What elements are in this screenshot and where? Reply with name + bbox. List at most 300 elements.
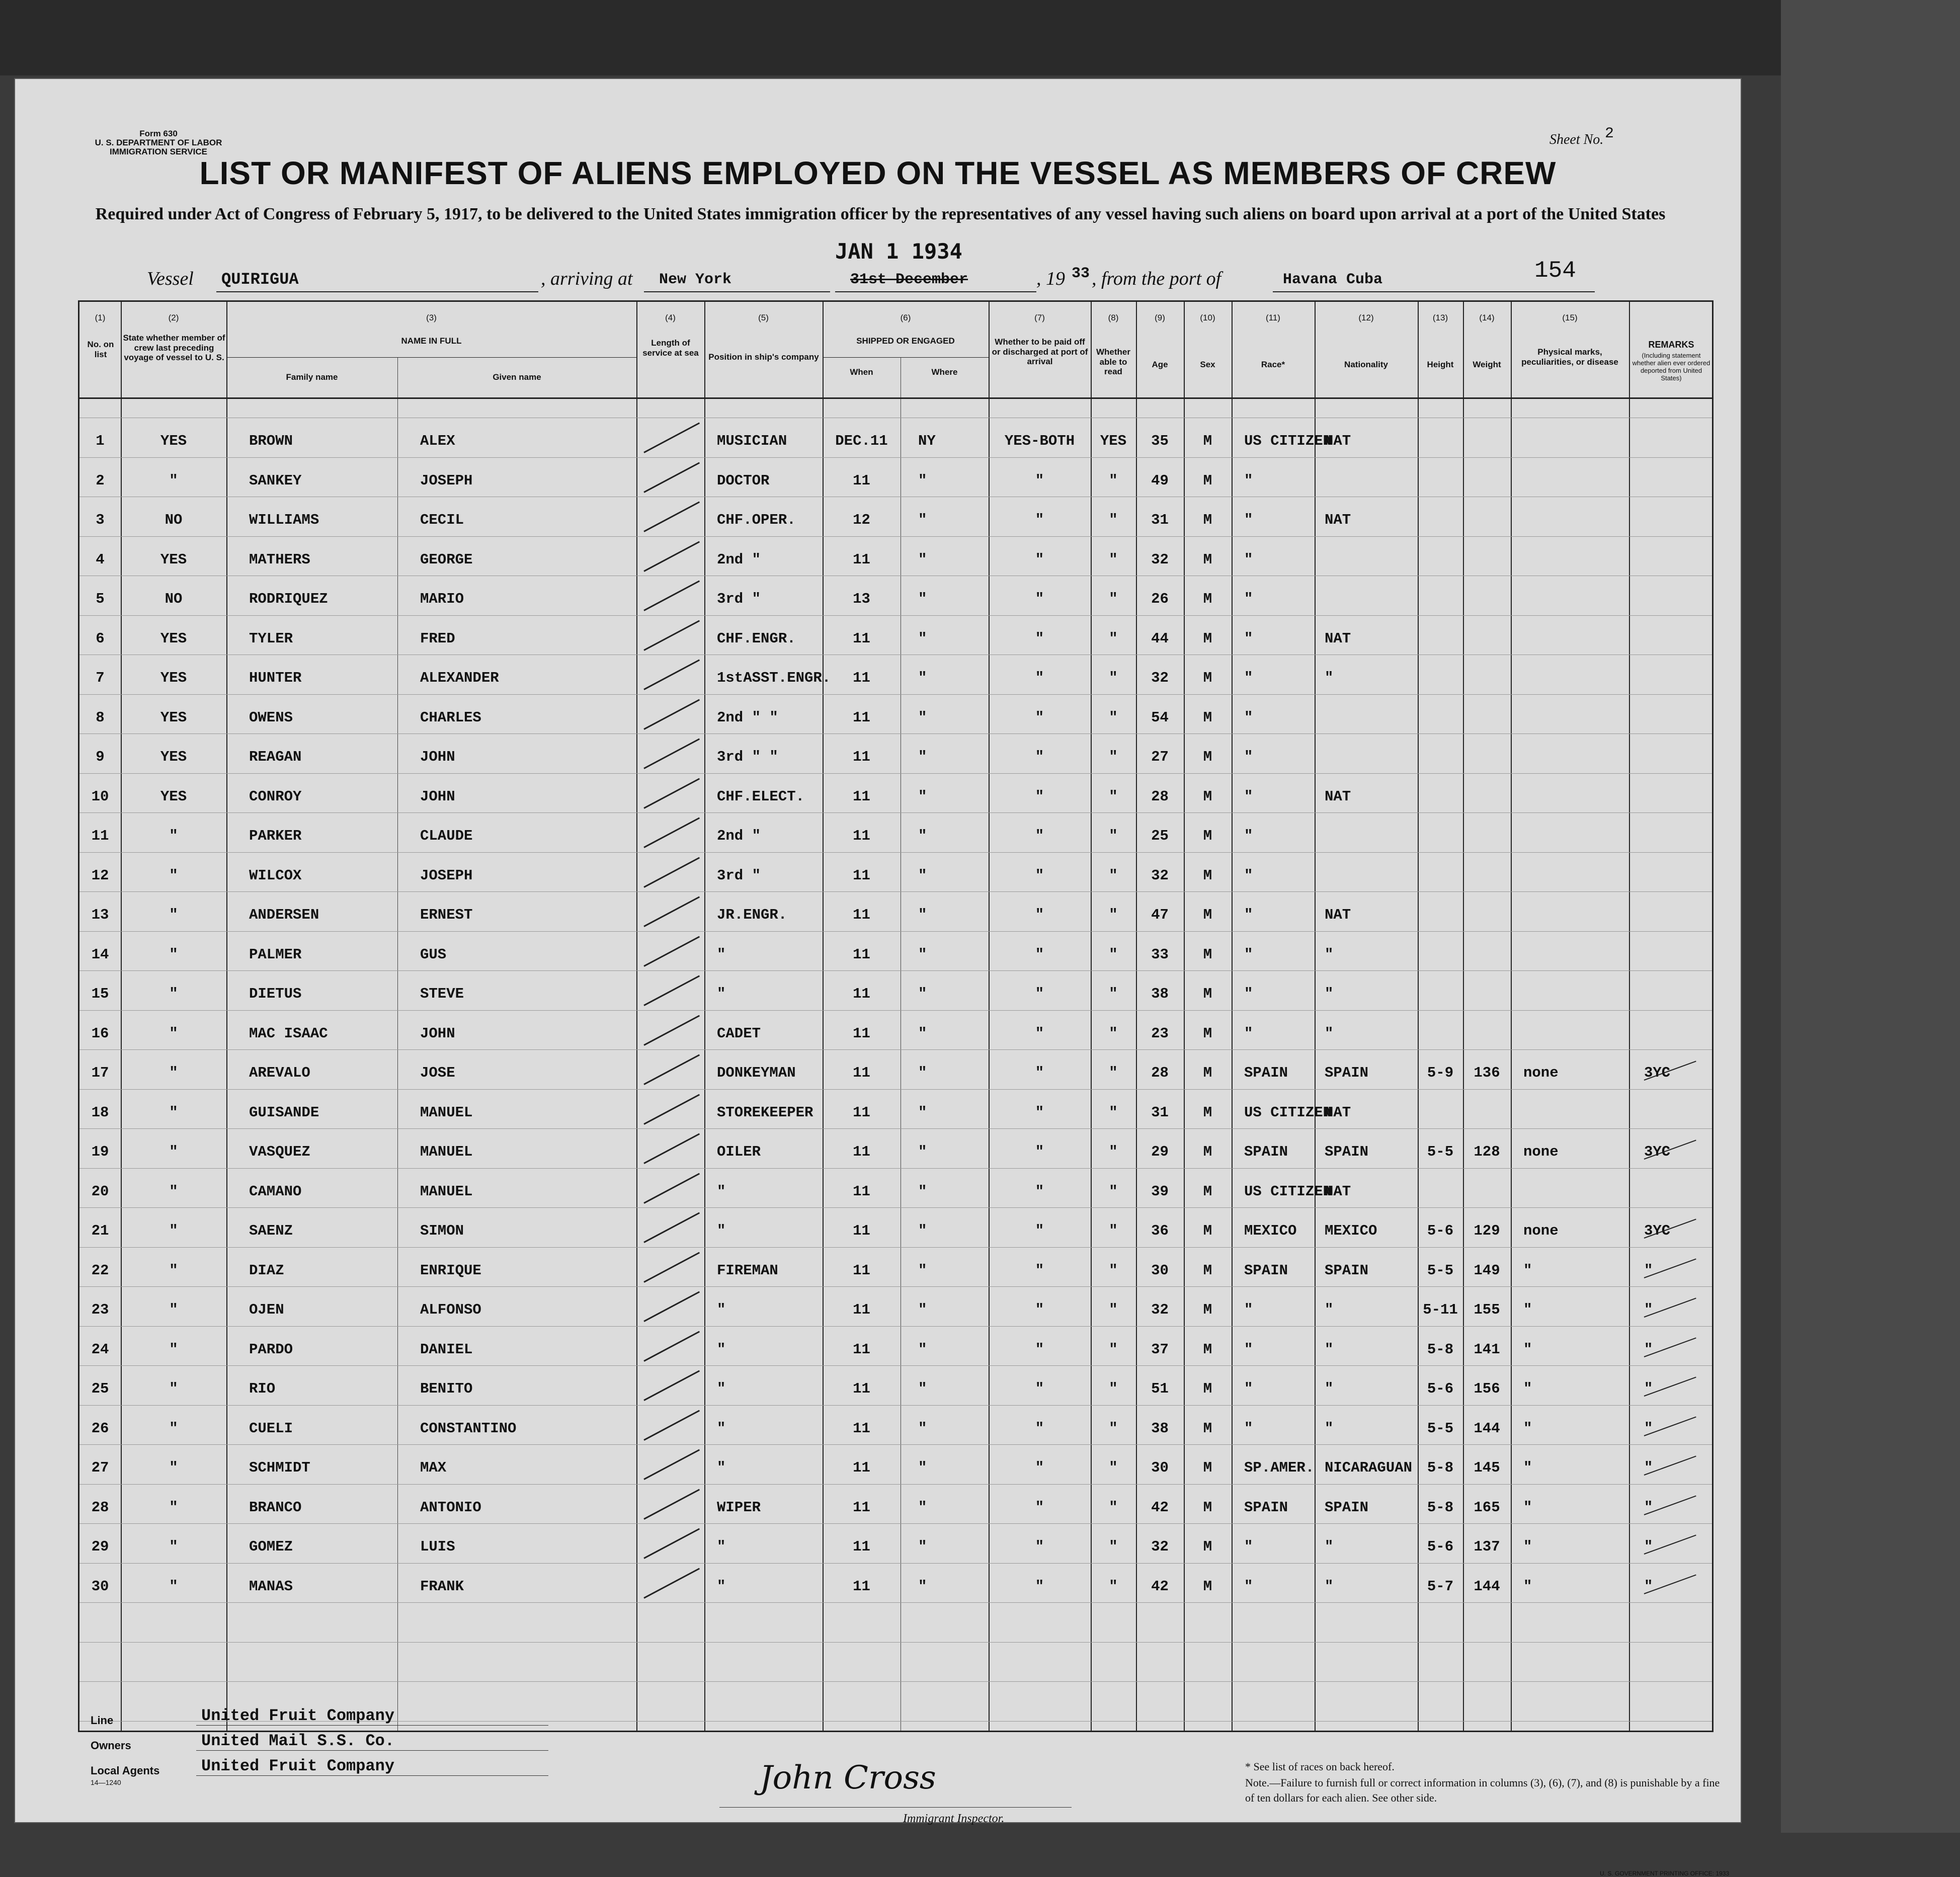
cell-read: ": [1109, 1222, 1118, 1239]
cell-sex: M: [1203, 1538, 1212, 1555]
cell-given: MAX: [420, 1459, 447, 1476]
cell-no: 24: [91, 1341, 109, 1358]
cell-when: 11: [853, 630, 870, 647]
cell-position: CHF.ELECT.: [717, 788, 805, 805]
length-of-service-mark: [643, 1291, 700, 1322]
cell-position: FIREMAN: [717, 1262, 778, 1279]
row-rule: [79, 1484, 1712, 1485]
length-of-service-mark: [643, 580, 700, 611]
cell-where: ": [918, 1262, 927, 1279]
cell-family: MATHERS: [249, 551, 310, 568]
row-rule: [79, 1010, 1712, 1011]
cell-family: MAC ISAAC: [249, 1025, 328, 1042]
cell-family: TYLER: [249, 630, 293, 647]
cell-no: 11: [91, 828, 109, 844]
crew-table: [78, 300, 1713, 1732]
length-of-service-mark: [643, 936, 700, 966]
cell-where: ": [918, 512, 927, 528]
cell-remarks: ": [1644, 1499, 1653, 1516]
cell-age: 32: [1151, 1538, 1169, 1555]
cell-height: 5-8: [1427, 1341, 1454, 1358]
row-rule: [79, 694, 1712, 695]
row-rule: [79, 1365, 1712, 1366]
cell-family: HUNTER: [249, 670, 302, 686]
cell-position: 3rd ": [717, 591, 761, 607]
cell-family: CUELI: [249, 1420, 293, 1437]
header-sex: Sex: [1200, 360, 1215, 369]
cell-paid: ": [1035, 1104, 1044, 1121]
cell-remarks: ": [1644, 1341, 1653, 1358]
cell-given: FRED: [420, 630, 455, 647]
column-rule: [1463, 302, 1464, 1731]
cell-when: 11: [853, 1341, 870, 1358]
cell-given: ALEXANDER: [420, 670, 499, 686]
cell-no: 25: [91, 1380, 109, 1397]
cell-where: ": [918, 1065, 927, 1081]
col-num-12: (12): [1358, 313, 1374, 322]
cell-no: 3: [96, 512, 105, 528]
cell-sex: M: [1203, 512, 1212, 528]
cell-physical: ": [1523, 1262, 1532, 1279]
cell-remarks: ": [1644, 1578, 1653, 1595]
cell-position: MUSICIAN: [717, 433, 787, 449]
cell-nationality: ": [1325, 1301, 1334, 1318]
cell-nationality: NAT: [1325, 907, 1351, 923]
cell-where: ": [918, 1380, 927, 1397]
cell-age: 23: [1151, 1025, 1169, 1042]
cell-family: PALMER: [249, 946, 302, 963]
cell-where: ": [918, 749, 927, 765]
header-position: Position in ship's company: [708, 352, 819, 362]
cell-given: CONSTANTINO: [420, 1420, 517, 1437]
cell-position: ": [717, 1341, 726, 1358]
cell-where: ": [918, 1499, 927, 1516]
manifest-sheet: [14, 78, 1742, 1877]
col-num-9: (9): [1155, 313, 1165, 322]
cell-where: ": [918, 1144, 927, 1160]
cell-read: ": [1109, 551, 1118, 568]
column-rule: [1629, 302, 1630, 1731]
cell-where: ": [918, 1025, 927, 1042]
cell-given: MANUEL: [420, 1144, 473, 1160]
cell-when: 11: [853, 1144, 870, 1160]
cell-race: US CITIZEN: [1244, 433, 1332, 449]
cell-position: 2nd ": [717, 828, 761, 844]
cell-family: SCHMIDT: [249, 1459, 310, 1476]
cell-state: ": [169, 828, 178, 844]
cell-read: ": [1109, 1459, 1118, 1476]
cell-when: 11: [853, 749, 870, 765]
cell-paid: ": [1035, 670, 1044, 686]
cell-sex: M: [1203, 670, 1212, 686]
signature-underline: [719, 1807, 1072, 1808]
cell-sex: M: [1203, 433, 1212, 449]
cell-age: 54: [1151, 709, 1169, 726]
cell-read: ": [1109, 867, 1118, 884]
cell-nationality: SPAIN: [1325, 1144, 1369, 1160]
cell-position: CHF.ENGR.: [717, 630, 796, 647]
cell-nationality: SPAIN: [1325, 1499, 1369, 1516]
cell-nationality: ": [1325, 946, 1334, 963]
cell-when: DEC.11: [835, 433, 888, 449]
cell-read: ": [1109, 1499, 1118, 1516]
cell-race: ": [1244, 986, 1253, 1002]
cell-sex: M: [1203, 1578, 1212, 1595]
cell-where: ": [918, 551, 927, 568]
row-rule: [79, 1326, 1712, 1327]
col-num-2: (2): [168, 313, 179, 322]
col-num-5: (5): [758, 313, 769, 322]
cell-nationality: NAT: [1325, 630, 1351, 647]
cell-state: ": [169, 1262, 178, 1279]
cell-state: ": [169, 1341, 178, 1358]
cell-race: ": [1244, 591, 1253, 607]
cell-state: ": [169, 1380, 178, 1397]
length-of-service-mark: [643, 541, 700, 572]
cell-sex: M: [1203, 1380, 1212, 1397]
struck-date: 31st December: [850, 271, 968, 288]
cell-age: 38: [1151, 986, 1169, 1002]
penalty-note: Note.—Failure to furnish full or correct information in columns (3), (6), (7), and (8) is punishable by a fine of ten dollars for each alien. See other side.: [1245, 1776, 1720, 1804]
cell-where: ": [918, 788, 927, 805]
cell-given: CECIL: [420, 512, 464, 528]
cell-read: ": [1109, 907, 1118, 923]
header-state-member: State whether member of crew last preceding voyage of vessel to U. S.: [123, 333, 225, 363]
cell-read: ": [1109, 788, 1118, 805]
cell-weight: 145: [1474, 1459, 1500, 1476]
cell-sex: M: [1203, 591, 1212, 607]
cell-position: 1stASST.ENGR.: [717, 670, 831, 686]
cell-read: ": [1109, 1420, 1118, 1437]
cell-race: SP.AMER.: [1244, 1459, 1315, 1476]
cell-paid: ": [1035, 788, 1044, 805]
cell-read: ": [1109, 1183, 1118, 1200]
department-name: U. S. DEPARTMENT OF LABOR: [95, 137, 222, 147]
cell-no: 13: [91, 907, 109, 923]
cell-paid: ": [1035, 749, 1044, 765]
vessel-name: QUIRIGUA: [221, 270, 299, 289]
header-where: Where: [931, 367, 958, 377]
cell-sex: M: [1203, 630, 1212, 647]
inspector-signature: John Cross: [760, 1759, 936, 1797]
cell-read: ": [1109, 986, 1118, 1002]
cell-height: 5-5: [1427, 1262, 1454, 1279]
cell-nationality: ": [1325, 1420, 1334, 1437]
row-rule: [79, 733, 1712, 734]
cell-paid: ": [1035, 1222, 1044, 1239]
row-rule: [79, 1286, 1712, 1287]
cell-age: 32: [1151, 1301, 1169, 1318]
cell-weight: 155: [1474, 1301, 1500, 1318]
header-family-name: Family name: [286, 372, 338, 382]
length-of-service-mark: [643, 1173, 700, 1203]
cell-state: NO: [165, 591, 183, 607]
row-rule: [79, 970, 1712, 971]
sheet-label: Sheet No.: [1549, 132, 1604, 147]
cell-weight: 144: [1474, 1420, 1500, 1437]
cell-nationality: ": [1325, 1578, 1334, 1595]
cell-paid: ": [1035, 1025, 1044, 1042]
col-num-6: (6): [900, 313, 911, 322]
row-rule: [79, 1642, 1712, 1643]
cell-family: REAGAN: [249, 749, 302, 765]
cell-when: 11: [853, 1262, 870, 1279]
cell-sex: M: [1203, 1025, 1212, 1042]
arriving-label: , arriving at: [541, 268, 633, 289]
page-title: LIST OR MANIFEST OF ALIENS EMPLOYED ON THE VESSEL AS MEMBERS OF CREW: [199, 155, 1557, 191]
cell-when: 13: [853, 591, 870, 607]
cell-nationality: ": [1325, 1341, 1334, 1358]
subheader-rule: [226, 357, 636, 358]
cell-position: ": [717, 1183, 726, 1200]
cell-family: RODRIQUEZ: [249, 591, 328, 607]
length-of-service-mark: [643, 1528, 700, 1559]
row-rule: [79, 1602, 1712, 1603]
cell-paid: ": [1035, 946, 1044, 963]
header-able-read: Whether able to read: [1096, 347, 1130, 377]
cell-sex: M: [1203, 1341, 1212, 1358]
cell-nationality: ": [1325, 1538, 1334, 1555]
line-underline: [196, 1725, 548, 1726]
cell-weight: 149: [1474, 1262, 1500, 1279]
cell-paid: ": [1035, 1380, 1044, 1397]
line-label: Line: [91, 1714, 114, 1727]
cell-no: 30: [91, 1578, 109, 1595]
cell-state: ": [169, 907, 178, 923]
cell-given: JOSEPH: [420, 867, 473, 884]
cell-race: ": [1244, 1301, 1253, 1318]
vessel-label: Vessel: [147, 268, 194, 289]
cell-age: 29: [1151, 1144, 1169, 1160]
cell-where: ": [918, 1538, 927, 1555]
arriving-port: New York: [659, 271, 732, 288]
owners-value: United Mail S.S. Co.: [201, 1732, 395, 1750]
cell-when: 11: [853, 1578, 870, 1595]
cell-where: ": [918, 867, 927, 884]
cell-given: GEORGE: [420, 551, 473, 568]
header-age: Age: [1152, 360, 1168, 369]
cell-family: GOMEZ: [249, 1538, 293, 1555]
header-race: Race*: [1261, 360, 1285, 369]
cell-age: 32: [1151, 670, 1169, 686]
cell-given: MANUEL: [420, 1183, 473, 1200]
cell-physical: ": [1523, 1420, 1532, 1437]
cell-age: 38: [1151, 1420, 1169, 1437]
cell-read: ": [1109, 946, 1118, 963]
cell-sex: M: [1203, 788, 1212, 805]
cell-sex: M: [1203, 1262, 1212, 1279]
cell-race: ": [1244, 1420, 1253, 1437]
cell-race: ": [1244, 512, 1253, 528]
cell-given: GUS: [420, 946, 447, 963]
cell-state: YES: [160, 670, 187, 686]
cell-when: 11: [853, 1104, 870, 1121]
cell-sex: M: [1203, 472, 1212, 489]
length-of-service-mark: [643, 462, 700, 493]
cell-family: MANAS: [249, 1578, 293, 1595]
cell-race: ": [1244, 867, 1253, 884]
cell-position: 3rd " ": [717, 749, 778, 765]
cell-weight: 165: [1474, 1499, 1500, 1516]
cell-read: ": [1109, 512, 1118, 528]
cell-age: 35: [1151, 433, 1169, 449]
cell-when: 11: [853, 946, 870, 963]
cell-no: 12: [91, 867, 109, 884]
cell-family: VASQUEZ: [249, 1144, 310, 1160]
cell-state: ": [169, 1144, 178, 1160]
cell-age: 32: [1151, 551, 1169, 568]
cell-read: ": [1109, 709, 1118, 726]
cell-read: ": [1109, 1538, 1118, 1555]
cell-where: ": [918, 986, 927, 1002]
cell-no: 6: [96, 630, 105, 647]
cell-age: 31: [1151, 512, 1169, 528]
cell-read: YES: [1100, 433, 1127, 449]
cell-position: WIPER: [717, 1499, 761, 1516]
cell-paid: ": [1035, 1341, 1044, 1358]
cell-read: ": [1109, 670, 1118, 686]
row-rule: [79, 615, 1712, 616]
cell-height: 5-11: [1423, 1301, 1458, 1318]
cell-sex: M: [1203, 1459, 1212, 1476]
cell-age: 42: [1151, 1578, 1169, 1595]
cell-given: JOHN: [420, 788, 455, 805]
cell-race: ": [1244, 472, 1253, 489]
row-rule: [79, 891, 1712, 892]
cell-read: ": [1109, 1025, 1118, 1042]
cell-paid: ": [1035, 709, 1044, 726]
row-rule: [79, 1128, 1712, 1129]
cell-when: 11: [853, 867, 870, 884]
cell-read: ": [1109, 1104, 1118, 1121]
cell-age: 51: [1151, 1380, 1169, 1397]
cell-position: ": [717, 946, 726, 963]
cell-nationality: NAT: [1325, 433, 1351, 449]
cell-given: MANUEL: [420, 1104, 473, 1121]
cell-nationality: NAT: [1325, 1104, 1351, 1121]
col-num-3: (3): [426, 313, 437, 322]
cell-no: 7: [96, 670, 105, 686]
row-rule: [79, 1168, 1712, 1169]
cell-remarks: ": [1644, 1420, 1653, 1437]
cell-paid: ": [1035, 986, 1044, 1002]
sheet-number: 2: [1605, 125, 1614, 142]
cell-paid: ": [1035, 551, 1044, 568]
cell-weight: 144: [1474, 1578, 1500, 1595]
length-of-service-mark: [643, 620, 700, 650]
from-port: Havana Cuba: [1283, 271, 1383, 288]
cell-no: 17: [91, 1065, 109, 1081]
header-weight: Weight: [1473, 360, 1501, 369]
cell-nationality: ": [1325, 670, 1334, 686]
cell-given: JOSE: [420, 1065, 455, 1081]
col-num-4: (4): [665, 313, 676, 322]
cell-age: 25: [1151, 828, 1169, 844]
cell-no: 27: [91, 1459, 109, 1476]
cell-family: OJEN: [249, 1301, 284, 1318]
cell-weight: 156: [1474, 1380, 1500, 1397]
races-note: * See list of races on back hereof.: [1245, 1760, 1395, 1773]
cell-state: ": [169, 1104, 178, 1121]
scan-background-right: [1781, 0, 1960, 1833]
col-num-8: (8): [1108, 313, 1119, 322]
column-rule: [1315, 302, 1316, 1731]
cell-family: WILLIAMS: [249, 512, 319, 528]
cell-when: 11: [853, 1065, 870, 1081]
cell-weight: 141: [1474, 1341, 1500, 1358]
cell-paid: ": [1035, 867, 1044, 884]
cell-given: DANIEL: [420, 1341, 473, 1358]
length-of-service-mark: [643, 1015, 700, 1045]
cell-paid: ": [1035, 591, 1044, 607]
cell-state: ": [169, 1538, 178, 1555]
cell-where: ": [918, 1341, 927, 1358]
cell-height: 5-6: [1427, 1538, 1454, 1555]
cell-family: AREVALO: [249, 1065, 310, 1081]
cell-given: JOHN: [420, 749, 455, 765]
cell-read: ": [1109, 591, 1118, 607]
cell-read: ": [1109, 1144, 1118, 1160]
cell-paid: ": [1035, 1301, 1044, 1318]
cell-sex: M: [1203, 1222, 1212, 1239]
cell-position: ": [717, 1538, 726, 1555]
cell-physical: ": [1523, 1538, 1532, 1555]
cell-race: SPAIN: [1244, 1262, 1288, 1279]
cell-where: ": [918, 907, 927, 923]
cell-height: 5-6: [1427, 1222, 1454, 1239]
length-of-service-mark: [643, 975, 700, 1006]
cell-family: PARDO: [249, 1341, 293, 1358]
cell-age: 30: [1151, 1262, 1169, 1279]
cell-nationality: NAT: [1325, 1183, 1351, 1200]
length-of-service-mark: [643, 817, 700, 848]
cell-no: 28: [91, 1499, 109, 1516]
row-rule: [79, 773, 1712, 774]
cell-given: SIMON: [420, 1222, 464, 1239]
cell-family: SANKEY: [249, 472, 302, 489]
header-height: Height: [1427, 360, 1454, 369]
length-of-service-mark: [643, 699, 700, 729]
length-of-service-mark: [643, 1331, 700, 1361]
cell-no: 22: [91, 1262, 109, 1279]
col-num-15: (15): [1562, 313, 1578, 322]
cell-no: 2: [96, 472, 105, 489]
row-rule: [79, 457, 1712, 458]
row-rule: [79, 1563, 1712, 1564]
cell-no: 16: [91, 1025, 109, 1042]
subheader-rule: [823, 357, 989, 358]
header-paid-off: Whether to be paid off or discharged at port of arrival: [992, 337, 1088, 367]
cell-family: CAMANO: [249, 1183, 302, 1200]
cell-remarks: 3YC: [1644, 1222, 1671, 1239]
agents-underline: [196, 1775, 548, 1776]
cell-state: ": [169, 946, 178, 963]
length-of-service-mark: [643, 1489, 700, 1519]
manifest-number: 154: [1534, 258, 1576, 284]
cell-age: 26: [1151, 591, 1169, 607]
cell-physical: none: [1523, 1222, 1559, 1239]
form-number: Form 630: [139, 129, 178, 138]
col-num-11: (11): [1266, 313, 1280, 322]
cell-where: ": [918, 709, 927, 726]
cell-given: ANTONIO: [420, 1499, 481, 1516]
cell-paid: ": [1035, 1578, 1044, 1595]
cell-when: 11: [853, 1538, 870, 1555]
cell-paid: ": [1035, 630, 1044, 647]
row-rule: [79, 1681, 1712, 1682]
cell-race: ": [1244, 788, 1253, 805]
length-of-service-mark: [643, 501, 700, 532]
